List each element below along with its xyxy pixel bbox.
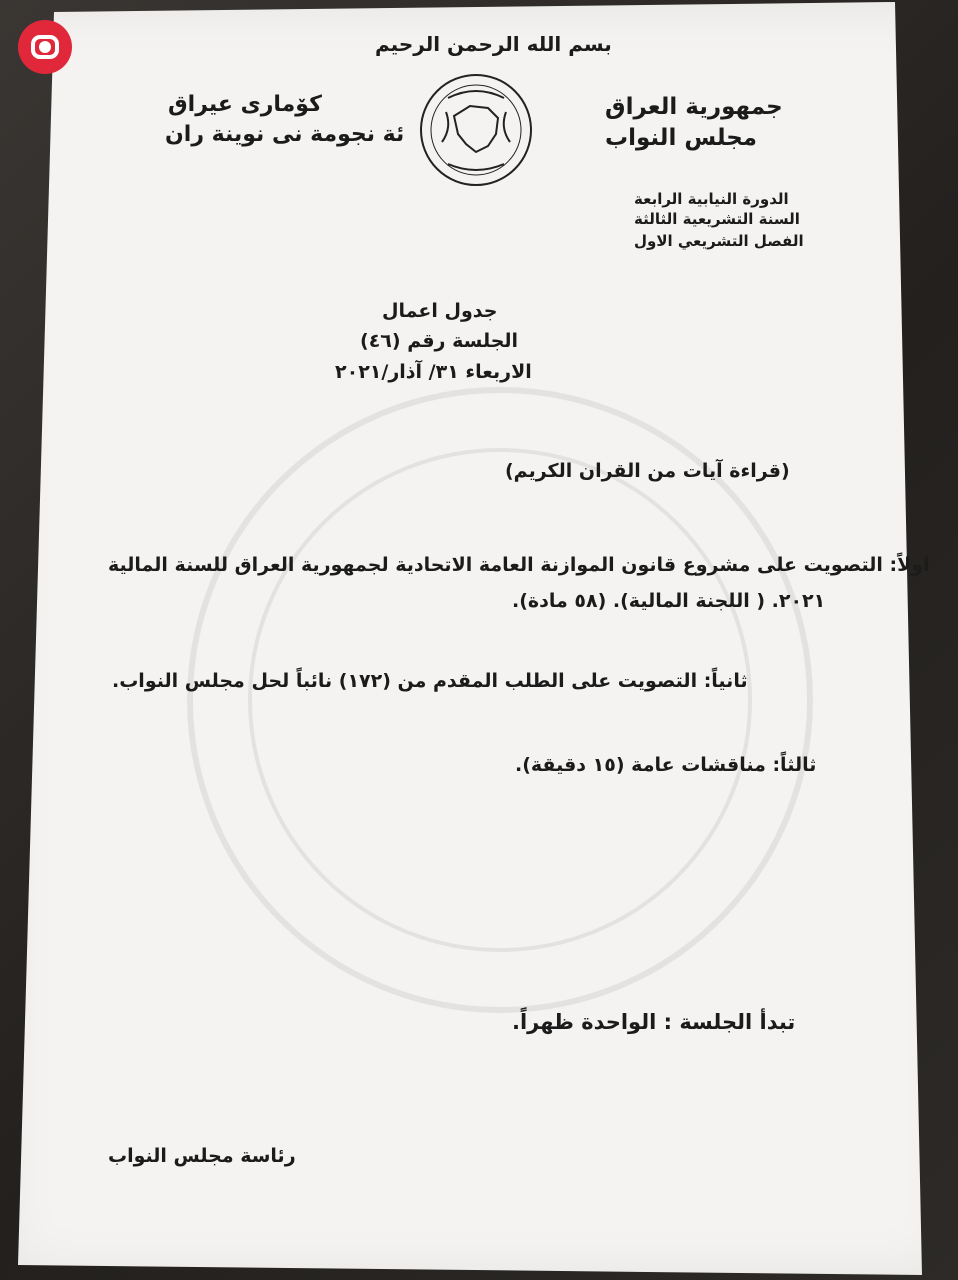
council-name-kurdish: ئة نجومة نى نوينة ران — [165, 122, 405, 147]
item-first-line1: اولاً: التصويت على مشروع قانون الموازنة العامة الاتحادية لجمهورية العراق للسنة المالية — [108, 554, 930, 576]
record-icon[interactable] — [18, 20, 72, 74]
session-date: الاربعاء ٣١/ آذار/٢٠٢١ — [335, 361, 532, 383]
signature-block: رئاسة مجلس النواب — [108, 1145, 296, 1167]
session-year: السنة التشريعية الثالثة — [634, 210, 800, 228]
basmala: بسم الله الرحمن الرحيم — [375, 32, 612, 56]
country-name-kurdish: كۆمارى عيراق — [168, 92, 322, 117]
council-name-arabic: مجلس النواب — [605, 125, 758, 151]
item-third: ثالثاً: مناقشات عامة (١٥ دقيقة). — [515, 754, 817, 776]
session-chapter: الفصل التشريعي الاول — [634, 232, 804, 250]
quran-reading: (قراءة آيات من القران الكريم) — [505, 460, 790, 482]
session-start-time: تبدأ الجلسة : الواحدة ظهراً. — [512, 1010, 796, 1034]
session-number: الجلسة رقم (٤٦) — [360, 330, 519, 352]
item-first-line2: ٢٠٢١. ( اللجنة المالية). (٥٨ مادة). — [512, 590, 826, 612]
country-name-arabic: جمهورية العراق — [605, 94, 783, 120]
agenda-title: جدول اعمال — [382, 300, 498, 322]
parliament-emblem-icon — [418, 72, 534, 188]
session-term: الدورة النيابية الرابعة — [634, 190, 789, 208]
item-second: ثانياً: التصويت على الطلب المقدم من (١٧٢) نائباً لحل مجلس النواب. — [112, 670, 748, 692]
record-dot — [39, 41, 51, 53]
